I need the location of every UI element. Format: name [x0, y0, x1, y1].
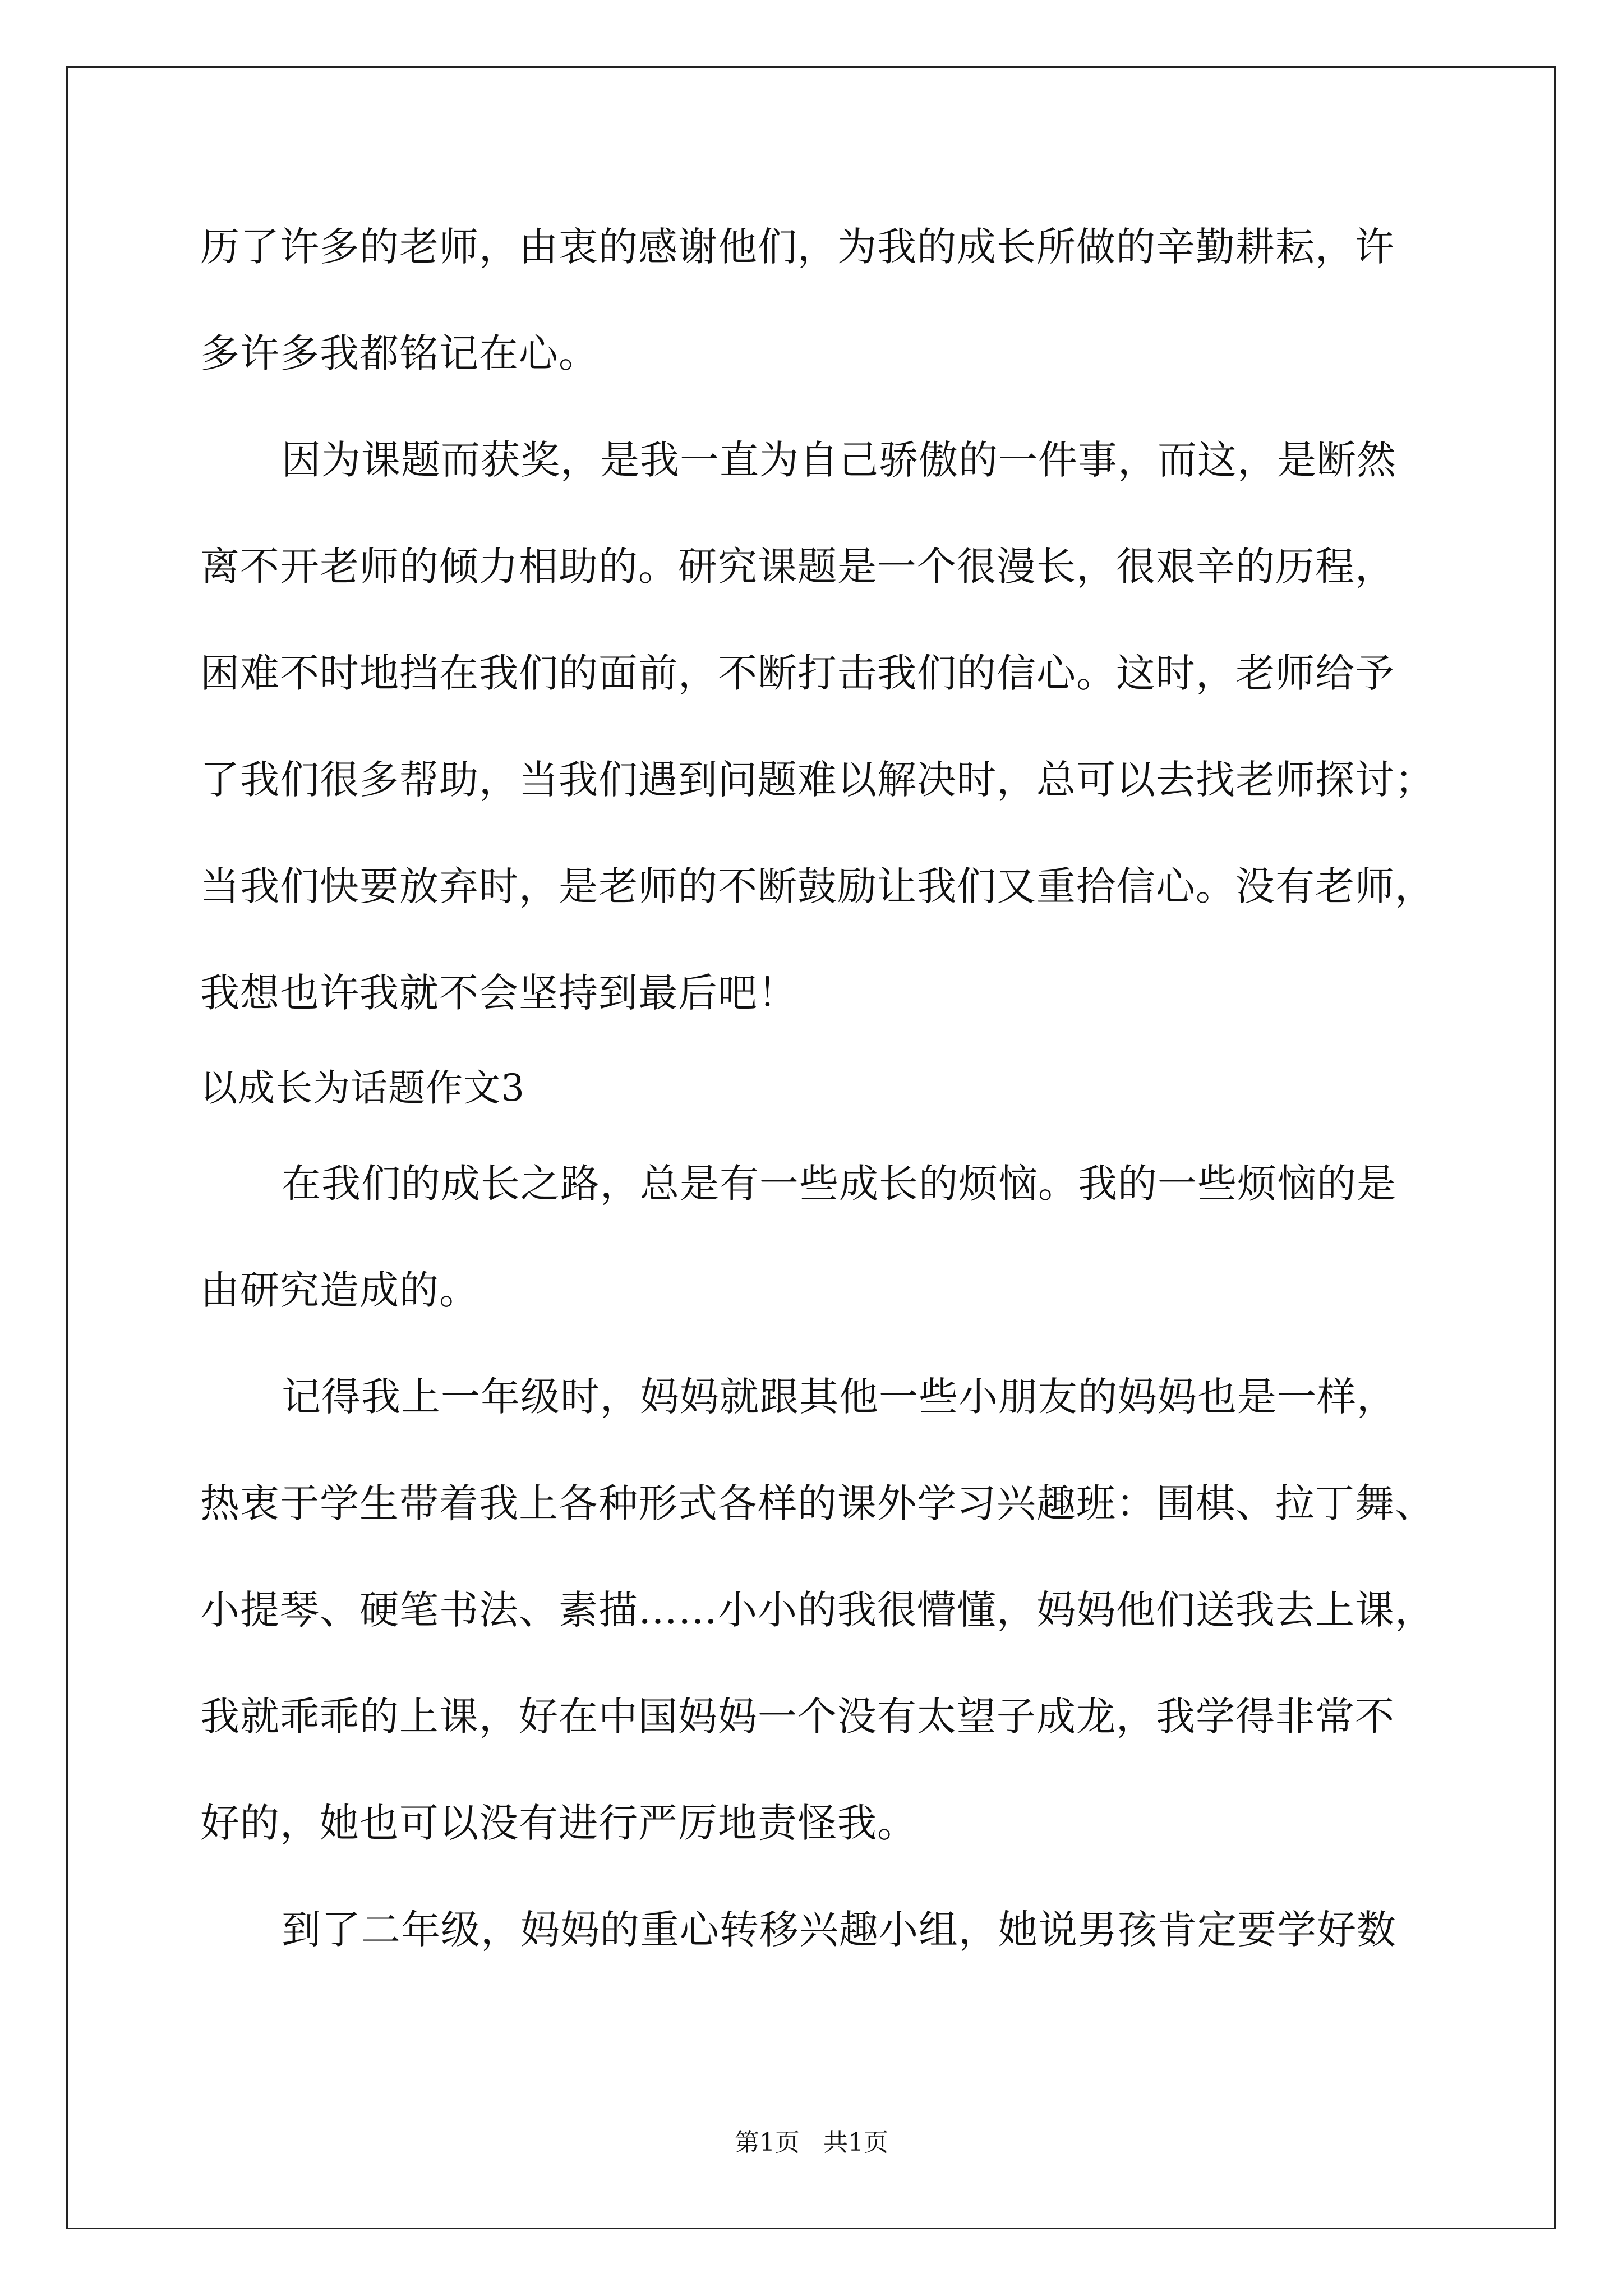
text-line: 我就乖乖的上课，好在中国妈妈一个没有太望子成龙，我学得非常不	[200, 1694, 1395, 1740]
text-line: 离不开老师的倾力相助的。研究课题是一个很漫长，很艰辛的历程，	[200, 544, 1395, 590]
paragraph-start-line: 因为课题而获奖，是我一直为自己骄傲的一件事，而这，是断然	[282, 437, 1396, 483]
paragraph-start-line: 到了二年级，妈妈的重心转移兴趣小组，她说男孩肯定要学好数	[282, 1907, 1396, 1953]
page-footer: 第1页 共1页	[735, 2128, 888, 2157]
text-line: 多许多我都铭记在心。	[200, 330, 598, 376]
paragraph-start-line: 记得我上一年级时，妈妈就跟其他一些小朋友的妈妈也是一样，	[282, 1374, 1396, 1420]
section-heading: 以成长为话题作文3	[200, 1066, 525, 1110]
text-line: 好的，她也可以没有进行严厉地责怪我。	[200, 1800, 917, 1846]
text-line: 困难不时地挡在我们的面前，不断打击我们的信心。这时，老师给予	[200, 650, 1395, 696]
text-line: 了我们很多帮助，当我们遇到问题难以解决时，总可以去找老师探讨；	[200, 757, 1435, 803]
text-line: 我想也许我就不会坚持到最后吧！	[200, 970, 797, 1016]
text-line: 当我们快要放弃时，是老师的不断鼓励让我们又重拾信心。没有老师，	[200, 863, 1435, 909]
paragraph-start-line: 在我们的成长之路，总是有一些成长的烦恼。我的一些烦恼的是	[282, 1161, 1396, 1207]
text-line: 历了许多的老师，由衷的感谢他们，为我的成长所做的辛勤耕耘，许	[200, 224, 1395, 270]
text-line: 热衷于学生带着我上各种形式各样的课外学习兴趣班：围棋、拉丁舞、	[200, 1480, 1435, 1526]
text-line: 小提琴、硬笔书法、素描……小小的我很懵懂，妈妈他们送我去上课，	[200, 1587, 1435, 1633]
text-line: 由研究造成的。	[200, 1267, 479, 1313]
